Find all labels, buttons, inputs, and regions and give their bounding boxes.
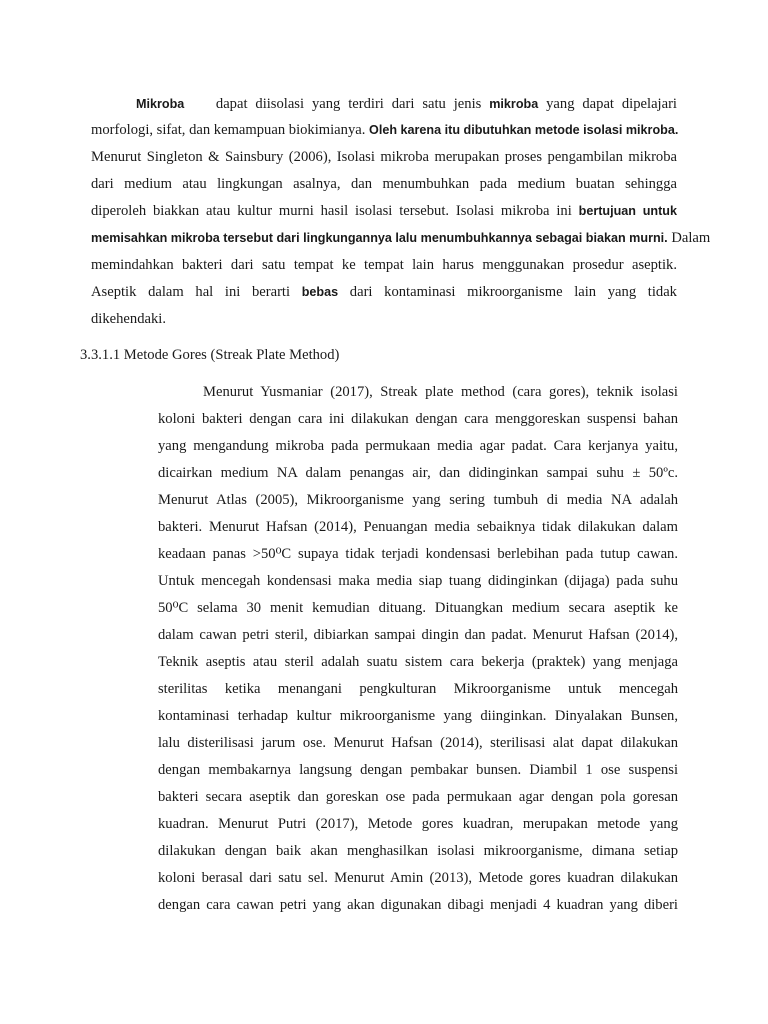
paragraph2-line: sterilitas ketika menangani pengkulturan Mikroorganisme untuk mencegah	[158, 681, 678, 697]
paragraph2-line: dalam cawan petri steril, dibiarkan sampai dingin dan padat. Menurut Hafsan (2014),	[158, 627, 678, 643]
paragraph2-line: Menurut Yusmaniar (2017), Streak plate method (cara gores), teknik isolasi	[203, 384, 678, 400]
paragraph2-line: dengan cara cawan petri yang akan digunakan dibagi menjadi 4 kuadran yang diberi	[158, 897, 678, 913]
bold-term-bebas: bebas	[301, 285, 339, 299]
bold-term-mikroba: mikroba	[489, 97, 539, 111]
paragraph2-line: koloni bakteri dengan cara ini dilakukan dengan cara menggoreskan suspensi bahan	[158, 411, 678, 427]
paragraph1-text: dari kontaminasi mikroorganisme lain yang tidak	[338, 284, 677, 300]
paragraph2-line: dicairkan medium NA dalam penangas air, dan didinginkan sampai suhu ± 50ºc.	[158, 465, 678, 481]
paragraph1-text: diperoleh biakkan atau kultur murni hasil isolasi tersebut. Isolasi mikroba ini	[91, 203, 579, 219]
bold-sentence: Oleh karena itu dibutuhkan metode isolasi mikroba.	[369, 123, 679, 137]
paragraph1-text: Dalam	[667, 230, 711, 246]
paragraph2-line: yang mengandung mikroba pada permukaan media agar padat. Cara kerjanya yaitu,	[158, 438, 678, 454]
paragraph2-line: koloni berasal dari satu sel. Menurut Amin (2013), Metode gores kuadran dilakukan	[158, 870, 678, 886]
paragraph2-line: Menurut Atlas (2005), Mikroorganisme yang sering tumbuh di media NA adalah	[158, 492, 678, 508]
paragraph2-line: kontaminasi terhadap kultur mikroorganisme yang diinginkan. Dinyalakan Bunsen,	[158, 708, 678, 724]
paragraph1-line8	[91, 282, 677, 302]
paragraph1-line6	[91, 228, 711, 248]
paragraph2-line: dilakukan dengan baik akan menghasilkan isolasi mikroorganisme, dimana setiap	[158, 843, 678, 859]
paragraph2-line: 50⁰C selama 30 menit kemudian dituang. Dituangkan medium secara aseptik ke	[158, 600, 678, 616]
paragraph1-line5	[91, 201, 677, 221]
paragraph1-line4: dari medium atau lingkungan asalnya, dan menumbuhkan pada medium buatan sehingga	[91, 176, 677, 192]
bold-term-mikroba: Mikroba	[136, 97, 185, 111]
paragraph1-line9: dikehendaki.	[91, 311, 166, 327]
paragraph2-line: bakteri secara aseptik dan goreskan ose pada permukaan agar dengan pola goresan	[158, 789, 678, 805]
paragraph1-text: dapat diisolasi yang terdiri dari satu jenis	[215, 96, 490, 112]
bold-phrase: bertujuan untuk	[578, 204, 677, 218]
paragraph2-line: dengan membakarnya langsung dengan pembakar bunsen. Diambil 1 ose suspensi	[158, 762, 678, 778]
paragraph1-text: Aseptik dalam hal ini berarti	[91, 284, 302, 300]
paragraph2-line: kuadran. Menurut Putri (2017), Metode gores kuadran, merupakan metode yang	[158, 816, 678, 832]
paragraph2-line: lalu disterilisasi jarum ose. Menurut Hafsan (2014), sterilisasi alat dapat dilakukan	[158, 735, 678, 751]
section-heading: 3.3.1.1 Metode Gores (Streak Plate Method)	[80, 347, 340, 363]
bold-phrase: memisahkan mikroba tersebut dari lingkungannya lalu menumbuhkannya sebagai biakan murni.	[91, 231, 668, 245]
paragraph1-text: morfologi, sifat, dan kemampuan biokimianya.	[91, 122, 370, 138]
paragraph2-line: Teknik aseptis atau steril adalah suatu sistem cara bekerja (praktek) yang menjaga	[158, 654, 678, 670]
paragraph2-line: Untuk mencegah kondensasi maka media siap tuang didinginkan (dijaga) pada suhu	[158, 573, 678, 589]
paragraph1-line2	[91, 120, 677, 140]
paragraph2-line: bakteri. Menurut Hafsan (2014), Penuangan media sebaiknya tidak dilakukan dalam	[158, 519, 678, 535]
paragraph1-line1	[136, 94, 677, 114]
paragraph2-line: keadaan panas >50⁰C supaya tidak terjadi kondensasi berlebihan pada tutup cawan.	[158, 546, 678, 562]
paragraph1-line7: memindahkan bakteri dari satu tempat ke tempat lain harus menggunakan prosedur aseptik.	[91, 257, 677, 273]
paragraph1-line3: Menurut Singleton & Sainsbury (2006), Isolasi mikroba merupakan proses pengambilan mikroba	[91, 149, 677, 165]
paragraph1-text: yang dapat dipelajari	[538, 96, 677, 112]
